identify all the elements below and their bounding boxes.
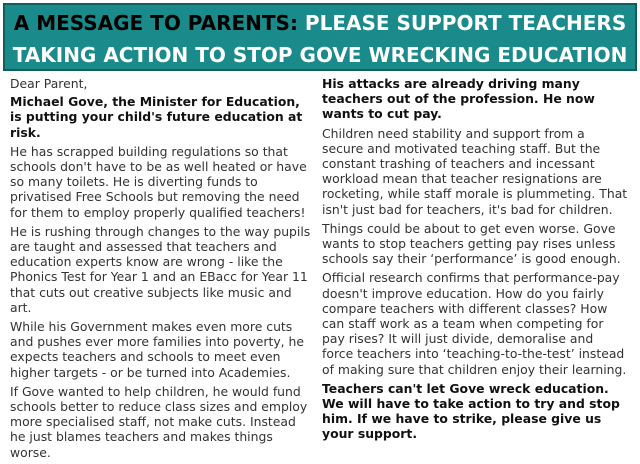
salutation: Dear Parent,: [10, 76, 88, 91]
right-paragraph-1: Children need stability and support from a secure and motivated teaching staff. But the constant trashing of teachers and incessant workload mean that teacher resignations are rocketing, while staff morale is plummeting. That isn't just bad for teachers, it's bad for children.: [322, 125, 628, 217]
left-intro-bold: Michael Gove, the Minister for Education, is putting your child's future education at risk.: [10, 94, 303, 140]
right-column: [322, 76, 628, 446]
headline-line-2: TAKING ACTION TO STOP GOVE WRECKING EDUCATION: [12, 43, 628, 67]
right-paragraph-2: Things could be about to get even worse. Gove wants to stop teachers getting pay rises unless schools say their ‘performance’ is good enough.: [322, 220, 621, 267]
left-paragraph-4: If Gove wanted to help children, he would fund schools better to reduce class sizes and employ more specialised staff, not make cuts. Instead he just blames teachers and makes things worse.: [10, 383, 308, 460]
headline-prefix: A MESSAGE TO PARENTS:: [13, 11, 298, 35]
closing-bold: Teachers can't let Gove wreck education. We will have to take action to try and stop him. If we have to strike, please give us your support.: [322, 380, 620, 442]
headline-line-1: [5, 11, 635, 35]
left-paragraph-2: He is rushing through changes to the way pupils are taught and assessed that teachers and education experts know are wrong - like the Phonics Test for Year 1 and an EBacc for Year 11 that cuts out creative subjects like music and art.: [10, 223, 311, 315]
left-paragraph-3: While his Government makes even more cuts and pushes ever more families into poverty, he expects teachers and schools to meet even higher targets - or be turned into Academies.: [10, 319, 305, 380]
left-column: [10, 76, 314, 464]
right-paragraph-3: Official research confirms that performance-pay doesn't improve education. How do you fairly compare teachers with different classes? How can staff work as a team when competing for pay rises? It will just divide, demoralise and force teachers into ‘teaching-to-the-test’ instead of making sure that children enjoy their learning.: [322, 270, 627, 377]
headline-support: PLEASE SUPPORT TEACHERS: [304, 11, 627, 35]
right-intro-bold: His attacks are already driving many teachers out of the profession. He now wants to cut pay.: [322, 76, 595, 122]
headline-banner: [3, 3, 637, 71]
left-paragraph-1: He has scrapped building regulations so that schools don't have to be as well heated or have so many toilets. He is diverting funds to privatised Free Schools but removing the need for them to employ properly qualified teachers!: [10, 143, 307, 220]
